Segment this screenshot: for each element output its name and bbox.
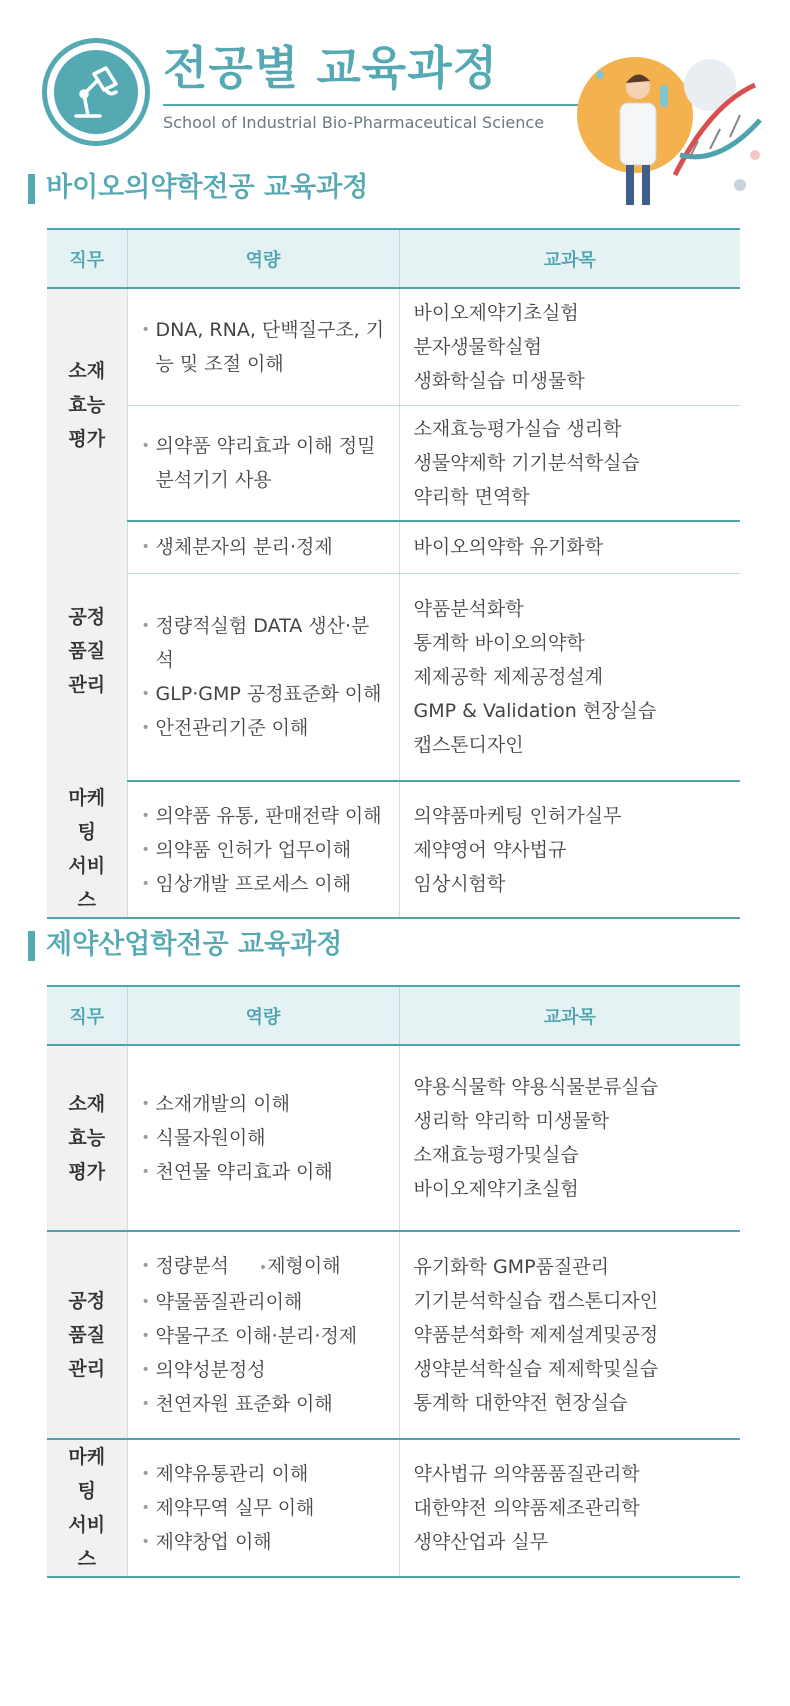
competency-item: • 천연물 약리효과 이해 xyxy=(142,1155,385,1189)
course-cell: 바이오제약기초실험 분자생물학실험 생화학실습 미생물학 xyxy=(399,288,740,405)
competency-item: • 의약성분정성 xyxy=(142,1353,385,1387)
column-header-competency: 역량 xyxy=(127,229,399,288)
curriculum-table-bio xyxy=(47,228,740,919)
curriculum-table-pharma xyxy=(47,985,740,1578)
competency-item: • 정량적실험 DATA 생산·분석 xyxy=(142,609,385,677)
course-cell: 약품분석화학 통계학 바이오의약학 제제공학 제제공정설계 GMP & Validation 현장실습 캡스톤디자인 xyxy=(399,573,740,781)
competency-cell xyxy=(127,288,399,405)
competency-cell xyxy=(127,573,399,781)
job-cell: 마케팅 서비스 xyxy=(47,1439,127,1577)
table-header-row xyxy=(47,986,740,1045)
job-cell: 소재 효능 평가 xyxy=(47,1045,127,1231)
table-row xyxy=(47,405,740,521)
competency-cell xyxy=(127,1045,399,1231)
competency-item: • 제약유통관리 이해 xyxy=(142,1457,385,1491)
competency-item: • 소재개발의 이해 xyxy=(142,1087,385,1121)
table-row xyxy=(47,781,740,918)
competency-item: • 임상개발 프로세스 이해 xyxy=(142,867,385,901)
section-title-pharma: 제약산업학전공 교육과정 xyxy=(28,925,342,965)
competency-item: • 약물품질관리이해 xyxy=(142,1285,385,1319)
job-cell: 공정 품질 관리 xyxy=(47,521,127,781)
table-header-row xyxy=(47,229,740,288)
course-cell: 유기화학 GMP품질관리 기기분석학실습 캡스톤디자인 약품분석화학 제제설계및공정 생약분석학실습 제제학및실습 통계학 대한약전 현장실습 xyxy=(399,1231,740,1439)
table-row xyxy=(47,573,740,781)
column-header-competency: 역량 xyxy=(127,986,399,1045)
job-cell: 공정 품질 관리 xyxy=(47,1231,127,1439)
course-cell: 의약품마케팅 인허가실무 제약영어 약사법규 임상시험학 xyxy=(399,781,740,918)
competency-item: • 생체분자의 분리·정제 xyxy=(142,530,385,564)
column-header-job: 직무 xyxy=(47,229,127,288)
job-cell: 소재 효능 평가 xyxy=(47,288,127,521)
competency-item: • GLP·GMP 공정표준화 이해 xyxy=(142,677,385,711)
column-header-course: 교과목 xyxy=(399,986,740,1045)
job-cell: 마케팅 서비스 xyxy=(47,781,127,918)
competency-item: • 의약품 약리효과 이해 정밀 분석기기 사용 xyxy=(142,429,385,497)
competency-cell xyxy=(127,1231,399,1439)
competency-item: • 안전관리기준 이해 xyxy=(142,711,385,745)
competency-item: • 약물구조 이해·분리·정제 xyxy=(142,1319,385,1353)
course-cell: 바이오의약학 유기화학 xyxy=(399,521,740,573)
page-title: 전공별 교육과정 xyxy=(163,41,499,95)
table-row xyxy=(47,521,740,573)
competency-item: • 천연자원 표준화 이해 xyxy=(142,1387,385,1421)
lamp-icon xyxy=(54,50,138,134)
table-row xyxy=(47,1231,740,1439)
column-header-course: 교과목 xyxy=(399,229,740,288)
column-header-job: 직무 xyxy=(47,986,127,1045)
competency-item: • 의약품 인허가 업무이해 xyxy=(142,833,385,867)
competency-item: • 식물자원이해 xyxy=(142,1121,385,1155)
course-cell: 약용식물학 약용식물분류실습 생리학 약리학 미생물학 소재효능평가및실습 바이오제약기초실험 xyxy=(399,1045,740,1231)
scientist-illustration xyxy=(560,45,770,215)
table-row xyxy=(47,1045,740,1231)
page-subtitle: School of Industrial Bio-Pharmaceutical Science xyxy=(163,113,545,132)
competency-cell xyxy=(127,1439,399,1577)
competency-cell xyxy=(127,781,399,918)
competency-item: • 의약품 유통, 판매전략 이해 xyxy=(142,799,385,833)
course-cell: 소재효능평가실습 생리학 생물약제학 기기분석학실습 약리학 면역학 xyxy=(399,405,740,521)
competency-cell xyxy=(127,405,399,521)
course-cell: 약사법규 의약품품질관리학 대한약전 의약품제조관리학 생약산업과 실무 xyxy=(399,1439,740,1577)
section-title-bio: 바이오의약학전공 교육과정 xyxy=(28,168,368,208)
title-divider xyxy=(163,104,583,106)
competency-item: • 정량분석 •제형이해 xyxy=(142,1249,385,1285)
competency-item: • 제약창업 이해 xyxy=(142,1525,385,1559)
competency-item: • 제약무역 실무 이해 xyxy=(142,1491,385,1525)
competency-item: • DNA, RNA, 단백질구조, 기능 및 조절 이해 xyxy=(142,313,385,381)
table-row xyxy=(47,288,740,405)
competency-cell xyxy=(127,521,399,573)
header-logo xyxy=(42,38,150,146)
table-row xyxy=(47,1439,740,1577)
